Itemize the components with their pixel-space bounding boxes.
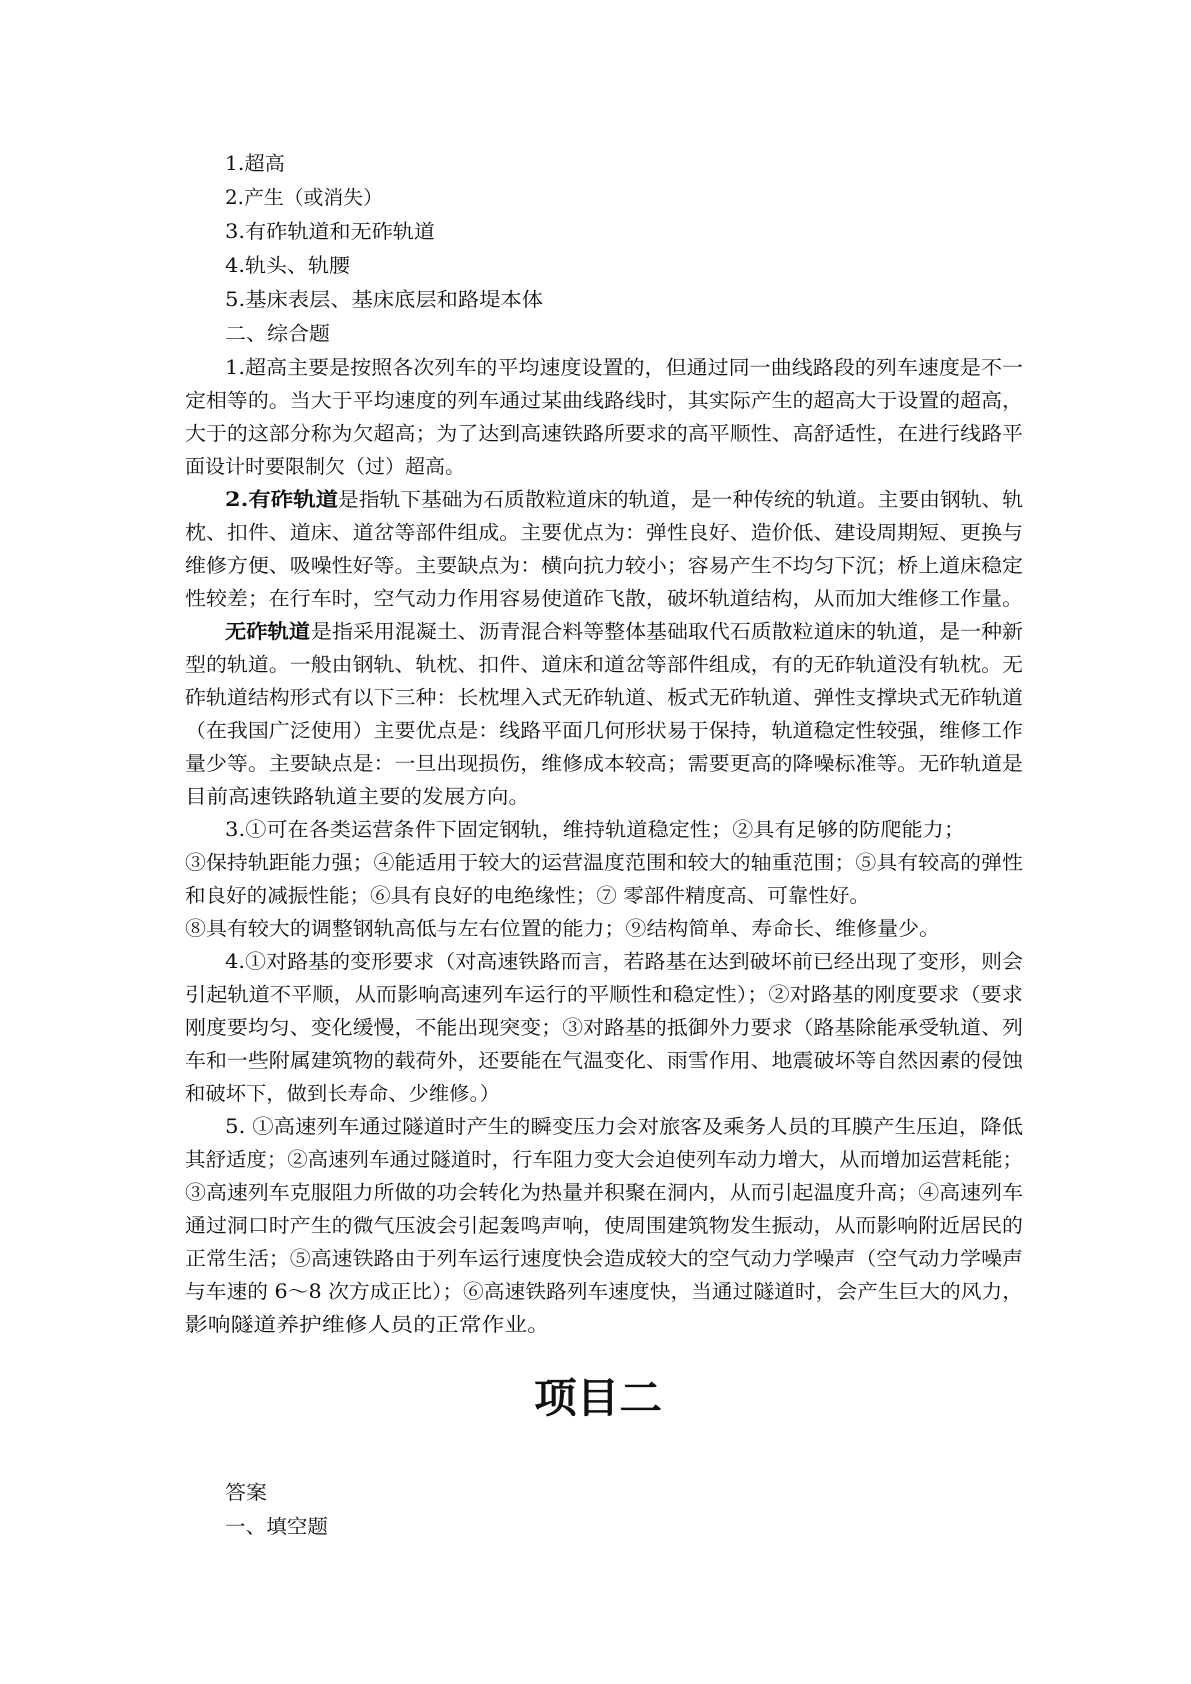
term-ballasted-track: 2.有砟轨道 bbox=[225, 488, 339, 511]
section-title-fill-in-blank: 一、填空题 bbox=[225, 1515, 328, 1538]
answer-line: 4.①对路基的变形要求（对高速铁路而言，若路基在达到破坏前已经出现了变形，则会 bbox=[225, 950, 1024, 973]
answer-line: 和良好的减振性能；⑥具有良好的电绝缘性；⑦ 零部件精度高、可靠性好。 bbox=[185, 884, 870, 907]
answer-line: ⑧具有较大的调整钢轨高低与左右位置的能力；⑨结构简单、寿命长、维修量少。 bbox=[185, 917, 940, 940]
list-item-2: 2.产生（或消失） bbox=[225, 186, 383, 209]
answer-line: 性较差；在行车时，空气动力作用容易使道砟飞散，破坏轨道结构，从而加大维修工作量。 bbox=[185, 587, 1023, 610]
answer-3 bbox=[185, 818, 1024, 940]
answer-line: （在我国广泛使用）主要优点是：线路平面几何形状易于保持，轨道稳定性较强，维修工作 bbox=[185, 719, 1023, 742]
answer-line: 和破坏下，做到长寿命、少维修。） bbox=[185, 1082, 500, 1105]
answer-line: 5. ①高速列车通过隧道时产生的瞬变压力会对旅客及乘务人员的耳膜产生压迫，降低 bbox=[225, 1115, 1023, 1138]
answer-line: 面设计时要限制欠（过）超高。 bbox=[185, 455, 465, 478]
project-heading: 项目二 bbox=[534, 1374, 662, 1422]
answer-line: 是指采用混凝土、沥青混合料等整体基础取代石质散粒道床的轨道，是一种新 bbox=[311, 620, 1023, 643]
answer-line: 目前高速铁路轨道主要的发展方向。 bbox=[185, 785, 530, 808]
short-answer-list bbox=[225, 152, 544, 311]
answer-line: 大于的这部分称为欠超高；为了达到高速铁路所要求的高平顺性、高舒适性，在进行线路平 bbox=[185, 422, 1023, 445]
answer-line: 其舒适度；②高速列车通过隧道时，行车阻力变大会迫使列车动力增大，从而增加运营耗能； bbox=[185, 1148, 1023, 1171]
answer-5 bbox=[185, 1115, 1023, 1336]
answer-line: ③高速列车克服阻力所做的功会转化为热量并积聚在洞内，从而引起温度升高；④高速列车 bbox=[185, 1181, 1023, 1204]
answer-line: 枕、扣件、道床、道岔等部件组成。主要优点为：弹性良好、造价低、建设周期短、更换与 bbox=[185, 521, 1023, 544]
answer-2-ballastless-track bbox=[185, 620, 1023, 808]
answer-line: 与车速的 6～8 次方成正比）；⑥高速铁路列车速度快，当通过隧道时，会产生巨大的风力， bbox=[185, 1280, 1023, 1303]
answer-line: 正常生活；⑤高速铁路由于列车运行速度快会造成较大的空气动力学噪声（空气动力学噪声 bbox=[185, 1247, 1023, 1270]
answer-line: ③保持轨距能力强；④能适用于较大的运营温度范围和较大的轴重范围；⑤具有较高的弹性 bbox=[185, 851, 1024, 874]
answer-1 bbox=[185, 356, 1023, 478]
list-item-4: 4.轨头、轨腰 bbox=[225, 254, 351, 277]
answer-line: 是指轨下基础为石质散粒道床的轨道，是一种传统的轨道。主要由钢轨、轨 bbox=[338, 488, 1023, 511]
list-item-3: 3.有砟轨道和无砟轨道 bbox=[225, 220, 435, 243]
list-item-1: 1.超高 bbox=[225, 152, 285, 175]
list-item-5: 5.基床表层、基床底层和路堤本体 bbox=[225, 288, 544, 311]
answer-2-ballasted-track bbox=[185, 488, 1023, 610]
answer-line: 定相等的。当大于平均速度的列车通过某曲线路线时，其实际产生的超高大于设置的超高， bbox=[185, 389, 1023, 412]
answer-line: 维修方便、吸噪性好等。主要缺点为：横向抗力较小；容易产生不均匀下沉；桥上道床稳定 bbox=[185, 554, 1023, 577]
answer-line: 1.超高主要是按照各次列车的平均速度设置的，但通过同一曲线路段的列车速度是不一 bbox=[225, 356, 1024, 379]
answer-line: 刚度要均匀、变化缓慢，不能出现突变；③对路基的抵御外力要求（路基除能承受轨道、列 bbox=[185, 1016, 1023, 1039]
answer-line: 型的轨道。一般由钢轨、轨枕、扣件、道床和道岔等部件组成，有的无砟轨道没有轨枕。无 bbox=[185, 653, 1023, 676]
answer-4 bbox=[185, 950, 1024, 1105]
answer-label: 答案 bbox=[225, 1481, 267, 1504]
answer-line: 引起轨道不平顺，从而影响高速列车运行的平顺性和稳定性）；②对路基的刚度要求（要求 bbox=[185, 983, 1023, 1006]
term-ballastless-track: 无砟轨道 bbox=[225, 620, 311, 643]
answer-line: 影响隧道养护维修人员的正常作业。 bbox=[185, 1313, 550, 1336]
answer-line: 车和一些附属建筑物的载荷外，还要能在气温变化、雨雪作用、地震破坏等自然因素的侵蚀 bbox=[185, 1049, 1024, 1072]
answer-line: 砟轨道结构形式有以下三种：长枕埋入式无砟轨道、板式无砟轨道、弹性支撑块式无砟轨道 bbox=[185, 686, 1023, 709]
section-title-comprehensive: 二、综合题 bbox=[225, 322, 330, 345]
answer-line: 量少等。主要缺点是：一旦出现损伤，维修成本较高；需要更高的降噪标准等。无砟轨道是 bbox=[185, 752, 1023, 775]
answer-line: 通过洞口时产生的微气压波会引起轰鸣声响，使周围建筑物发生振动，从而影响附近居民的 bbox=[185, 1214, 1023, 1237]
answer-line: 3.①可在各类运营条件下固定钢轨，维持轨道稳定性；②具有足够的防爬能力； bbox=[225, 818, 965, 841]
